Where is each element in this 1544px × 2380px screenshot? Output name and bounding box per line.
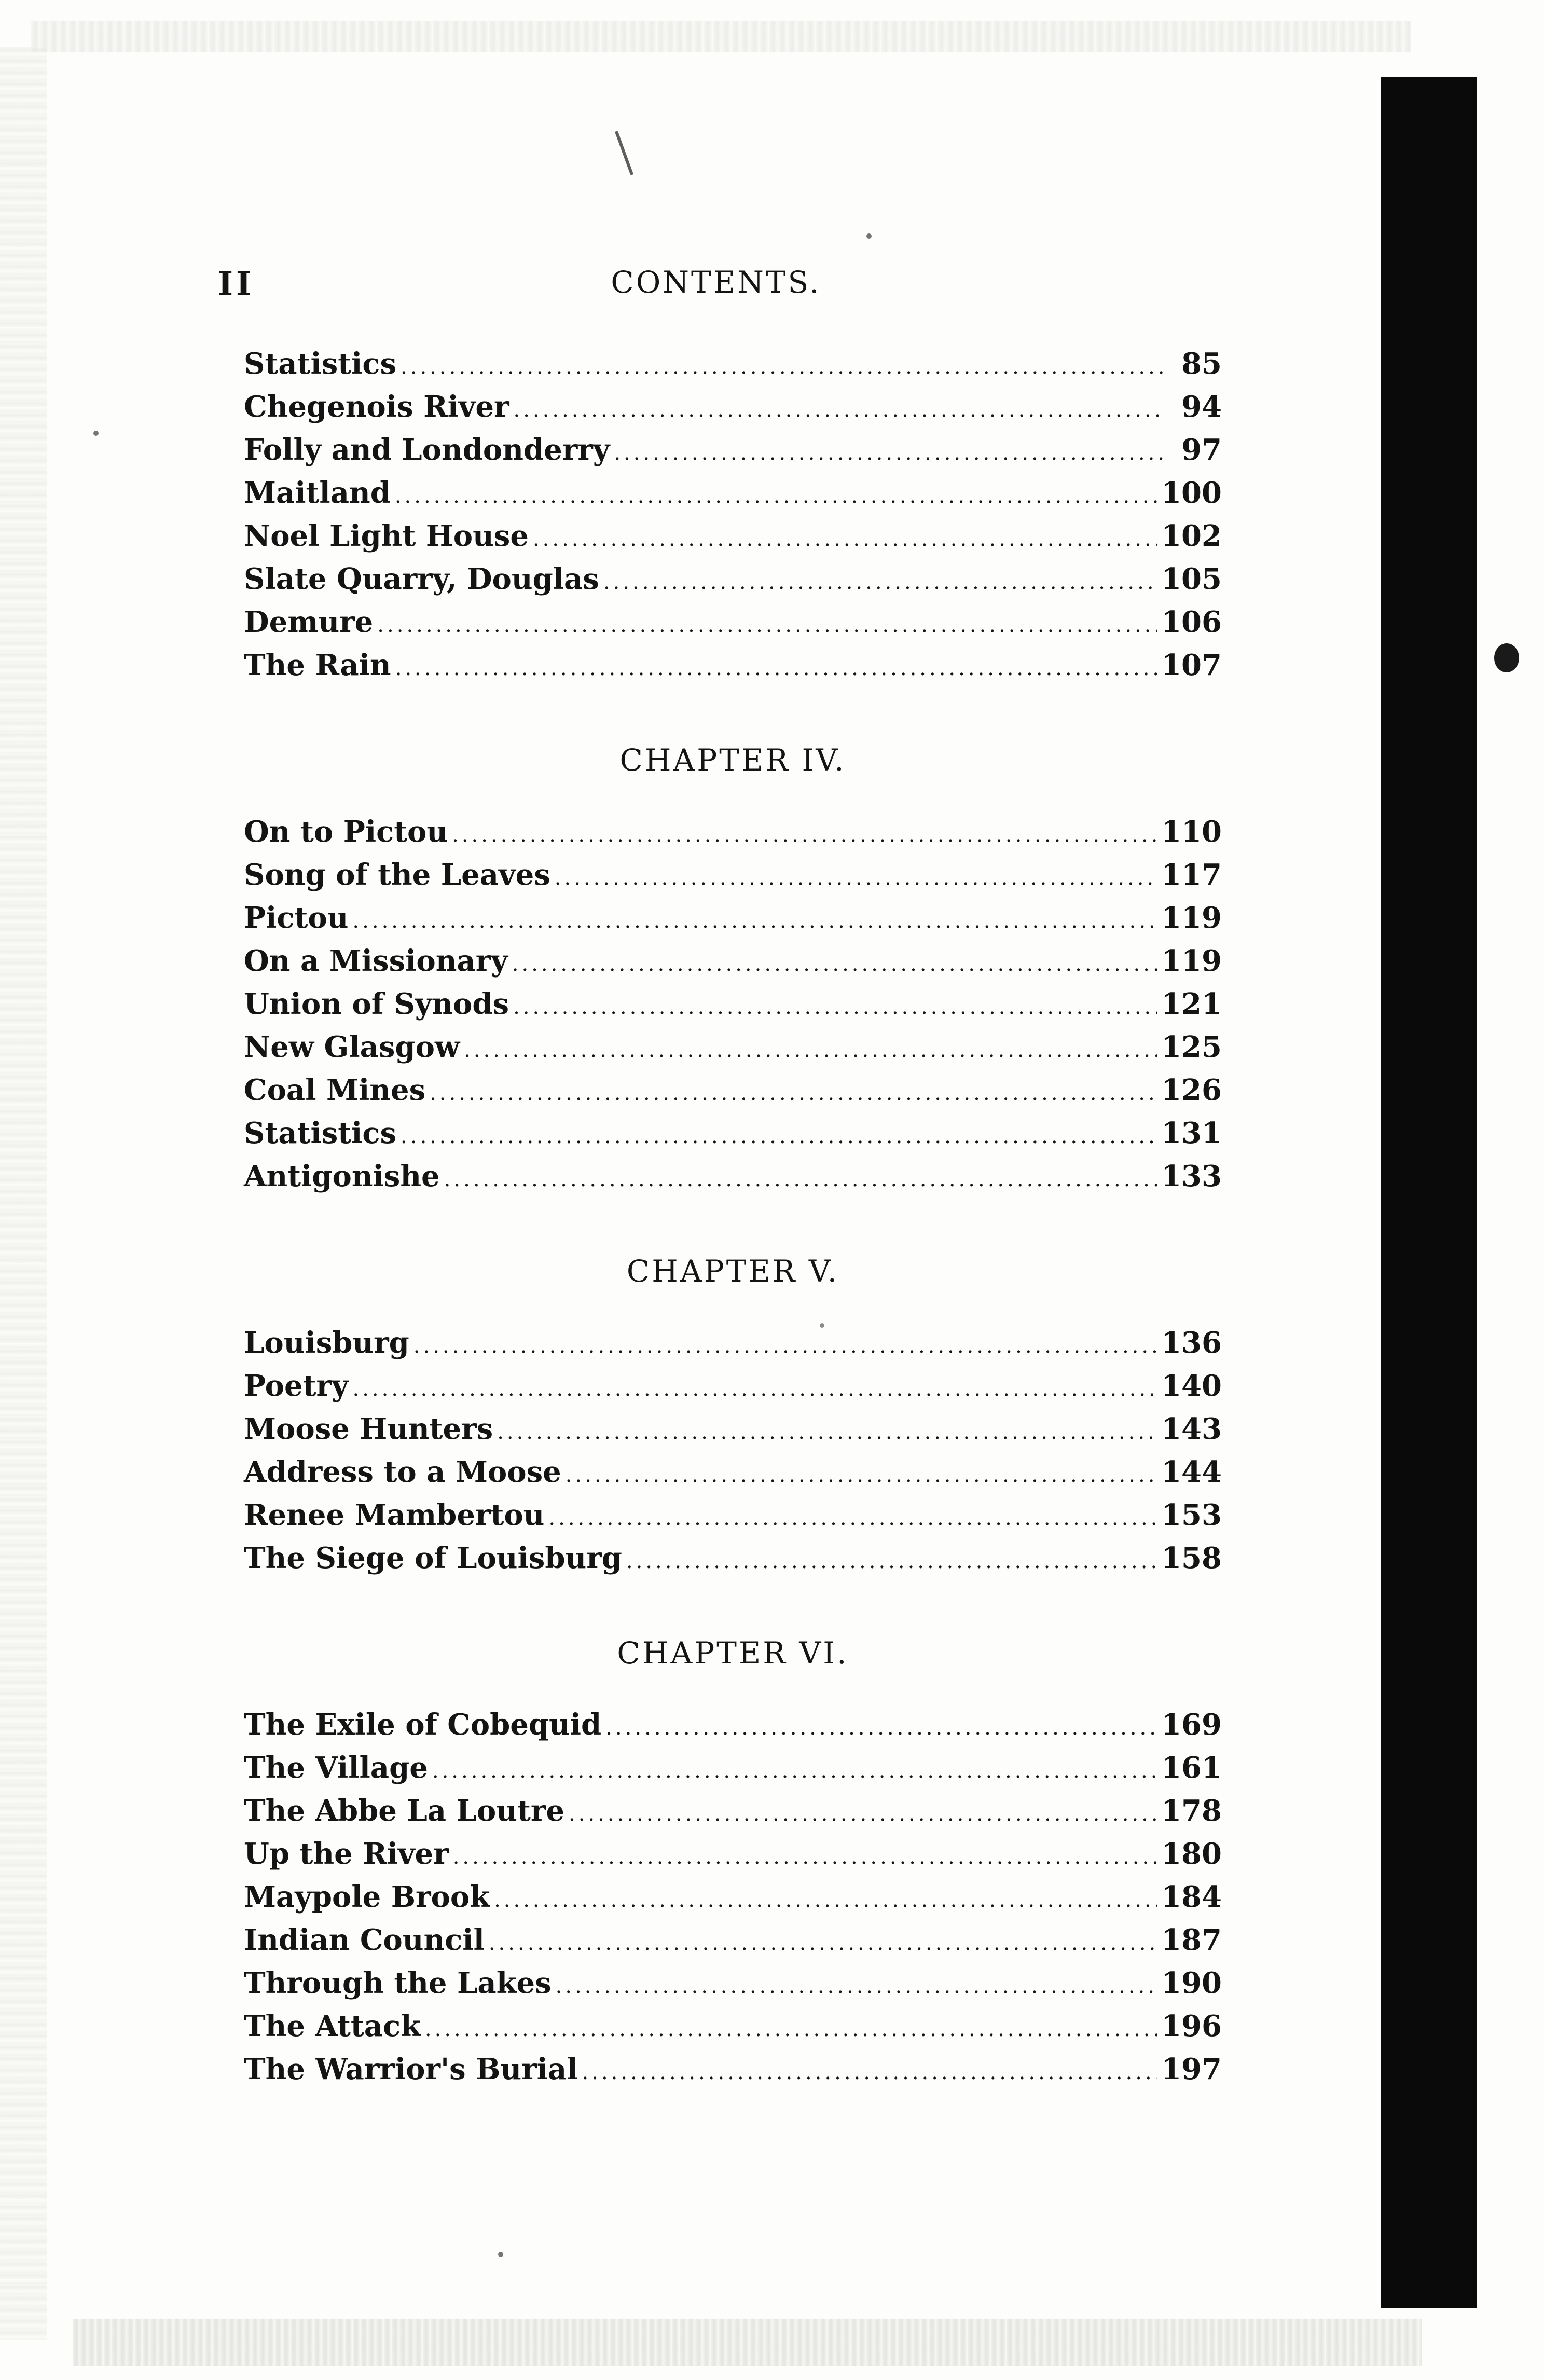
toc-entry [244, 1703, 1222, 1746]
toc-entry-page: 119 [1161, 944, 1222, 978]
toc-entry-title: Louisburg [244, 1326, 409, 1360]
toc-entry-title: New Glasgow [244, 1030, 460, 1064]
toc-entry [244, 1790, 1222, 1833]
toc-entry [244, 644, 1222, 687]
dot-leader [395, 647, 1157, 690]
toc-entry-title: The Siege of Louisburg [244, 1541, 622, 1575]
toc-entry-title: Statistics [244, 347, 397, 381]
toc-entry [244, 472, 1222, 515]
toc-entry-page: 144 [1161, 1455, 1222, 1489]
dot-leader [352, 900, 1157, 943]
dot-leader [512, 943, 1157, 986]
toc-entry-title: Union of Synods [244, 987, 509, 1021]
dot-leader [401, 1115, 1157, 1158]
toc-entry-page: 100 [1161, 476, 1222, 510]
toc-entry-page: 107 [1161, 648, 1222, 682]
dot-leader [377, 604, 1157, 647]
toc-entry-page: 121 [1161, 987, 1222, 1021]
toc-entry-page: 94 [1181, 390, 1222, 424]
toc-entry-title: Maypole Brook [244, 1880, 490, 1914]
dot-leader [430, 1072, 1157, 1115]
toc-entry [244, 1494, 1222, 1537]
toc-entry [244, 1155, 1222, 1198]
dot-leader [513, 986, 1157, 1029]
toc-entry [244, 1408, 1222, 1451]
toc-entry-page: 140 [1161, 1369, 1222, 1403]
dot-leader [626, 1540, 1157, 1583]
dot-leader [555, 857, 1157, 900]
toc-entry [244, 1069, 1222, 1112]
toc-entry-title: Song of the Leaves [244, 858, 550, 892]
toc-entry-title: Coal Mines [244, 1073, 426, 1107]
dot-leader [494, 1879, 1157, 1922]
toc-entry-page: 190 [1161, 1966, 1222, 2000]
toc-entry [244, 515, 1222, 558]
toc-entry-page: 136 [1161, 1326, 1222, 1360]
toc-entry [244, 1112, 1222, 1155]
toc-entry [244, 1962, 1222, 2005]
page-edge-top [31, 21, 1411, 52]
dot-leader [533, 518, 1157, 561]
toc-entry-title: The Exile of Cobequid [244, 1708, 602, 1742]
toc-entry [244, 983, 1222, 1026]
ink-speck [1494, 643, 1519, 672]
toc-entry-title: Maitland [244, 476, 391, 510]
ink-speck [615, 131, 633, 176]
dot-leader [605, 1707, 1157, 1750]
page-number: II [218, 265, 255, 302]
toc-entry-page: 117 [1161, 858, 1222, 892]
toc-entry-page: 110 [1161, 815, 1222, 849]
toc-entry-title: On a Missionary [244, 944, 508, 978]
dot-leader [444, 1158, 1157, 1201]
toc-entry [244, 1876, 1222, 1919]
toc-entry-page: 196 [1161, 2009, 1222, 2043]
toc-entry-page: 153 [1161, 1498, 1222, 1532]
dot-leader [353, 1368, 1157, 1411]
dot-leader [556, 1965, 1157, 2008]
toc-entry-title: Demure [244, 605, 374, 639]
toc-entry-title: Address to a Moose [244, 1455, 561, 1489]
toc-entry [244, 854, 1222, 897]
toc-entry-page: 187 [1161, 1923, 1222, 1957]
toc-entry [244, 558, 1222, 601]
toc-entry [244, 1746, 1222, 1790]
toc-entry-title: Folly and Londonderry [244, 433, 610, 467]
toc-entry [244, 940, 1222, 983]
chapter-heading: CHAPTER VI. [617, 1635, 849, 1671]
toc-entry-title: The Warrior's Burial [244, 2052, 578, 2086]
binding-shadow-bar [1381, 77, 1477, 2308]
dot-leader [464, 1029, 1157, 1072]
dot-leader [582, 2051, 1157, 2094]
dot-leader [452, 814, 1157, 857]
ink-speck [498, 2252, 503, 2257]
dot-leader [614, 432, 1166, 475]
toc-entry-title: Noel Light House [244, 519, 529, 553]
toc-entry-page: 105 [1161, 562, 1222, 596]
toc-entry-title: Moose Hunters [244, 1412, 493, 1446]
toc-entry-page: 106 [1161, 605, 1222, 639]
dot-leader [497, 1411, 1157, 1454]
toc-entry-page: 102 [1161, 519, 1222, 553]
toc-entry [244, 897, 1222, 940]
toc-entry [244, 1919, 1222, 1962]
toc-entry-page: 125 [1161, 1030, 1222, 1064]
toc-entry [244, 1026, 1222, 1069]
toc-entry-page: 178 [1161, 1794, 1222, 1828]
chapter-heading: CHAPTER V. [626, 1254, 839, 1289]
toc-entry-title: Antigonishe [244, 1159, 440, 1193]
toc-entry-page: 197 [1161, 2052, 1222, 2086]
toc-entry-title: Chegenois River [244, 390, 509, 424]
dot-leader [603, 561, 1157, 604]
toc-entry [244, 1365, 1222, 1408]
toc-entry [244, 2048, 1222, 2091]
toc-entry [244, 1537, 1222, 1580]
page-edge-left [0, 47, 47, 2340]
toc-entry-title: The Village [244, 1751, 428, 1785]
toc-entry-title: Renee Mambertou [244, 1498, 545, 1532]
page-header [218, 265, 1214, 311]
toc-entry-page: 119 [1161, 901, 1222, 935]
toc-entry-page: 161 [1161, 1751, 1222, 1785]
ink-speck [93, 431, 99, 436]
dot-leader [413, 1325, 1157, 1368]
toc-entry [244, 1451, 1222, 1494]
toc-entry [244, 1833, 1222, 1876]
toc-entry-title: The Attack [244, 2009, 421, 2043]
toc-entry-page: 143 [1161, 1412, 1222, 1446]
dot-leader [401, 346, 1166, 389]
ink-speck [866, 233, 872, 239]
toc-entry-page: 133 [1161, 1159, 1222, 1193]
dot-leader [425, 2008, 1157, 2051]
page-edge-bottom [73, 2319, 1422, 2366]
toc-entry-page: 169 [1161, 1708, 1222, 1742]
toc-entry [244, 429, 1222, 472]
toc-entry-page: 85 [1181, 347, 1222, 381]
toc-entry-title: Poetry [244, 1369, 349, 1403]
toc-entry [244, 2005, 1222, 2048]
toc-entry [244, 601, 1222, 644]
toc-entry-title: Slate Quarry, Douglas [244, 562, 599, 596]
toc-entry [244, 342, 1222, 386]
table-of-contents [244, 342, 1222, 2091]
chapter-heading: CHAPTER IV. [619, 742, 846, 778]
dot-leader [569, 1793, 1157, 1836]
dot-leader [432, 1750, 1157, 1793]
toc-entry-title: The Abbe La Loutre [244, 1794, 564, 1828]
toc-entry-page: 158 [1161, 1541, 1222, 1575]
dot-leader [566, 1454, 1157, 1497]
toc-entry [244, 386, 1222, 429]
toc-entry-page: 97 [1181, 433, 1222, 467]
toc-entry-title: The Rain [244, 648, 391, 682]
toc-entry-title: Through the Lakes [244, 1966, 552, 2000]
toc-entry-title: Statistics [244, 1116, 397, 1150]
dot-leader [453, 1836, 1157, 1879]
dot-leader [548, 1497, 1157, 1540]
dot-leader [489, 1922, 1157, 1965]
toc-entry [244, 810, 1222, 854]
toc-entry-page: 126 [1161, 1073, 1222, 1107]
toc-entry-page: 184 [1161, 1880, 1222, 1914]
toc-entry-page: 180 [1161, 1837, 1222, 1871]
running-title: CONTENTS. [611, 265, 821, 300]
toc-entry-page: 131 [1161, 1116, 1222, 1150]
toc-entry [244, 1322, 1222, 1365]
toc-entry-title: On to Pictou [244, 815, 448, 849]
toc-entry-title: Pictou [244, 901, 349, 935]
toc-entry-title: Up the River [244, 1837, 449, 1871]
toc-entry-title: Indian Council [244, 1923, 485, 1957]
dot-leader [514, 389, 1166, 432]
dot-leader [395, 475, 1157, 518]
